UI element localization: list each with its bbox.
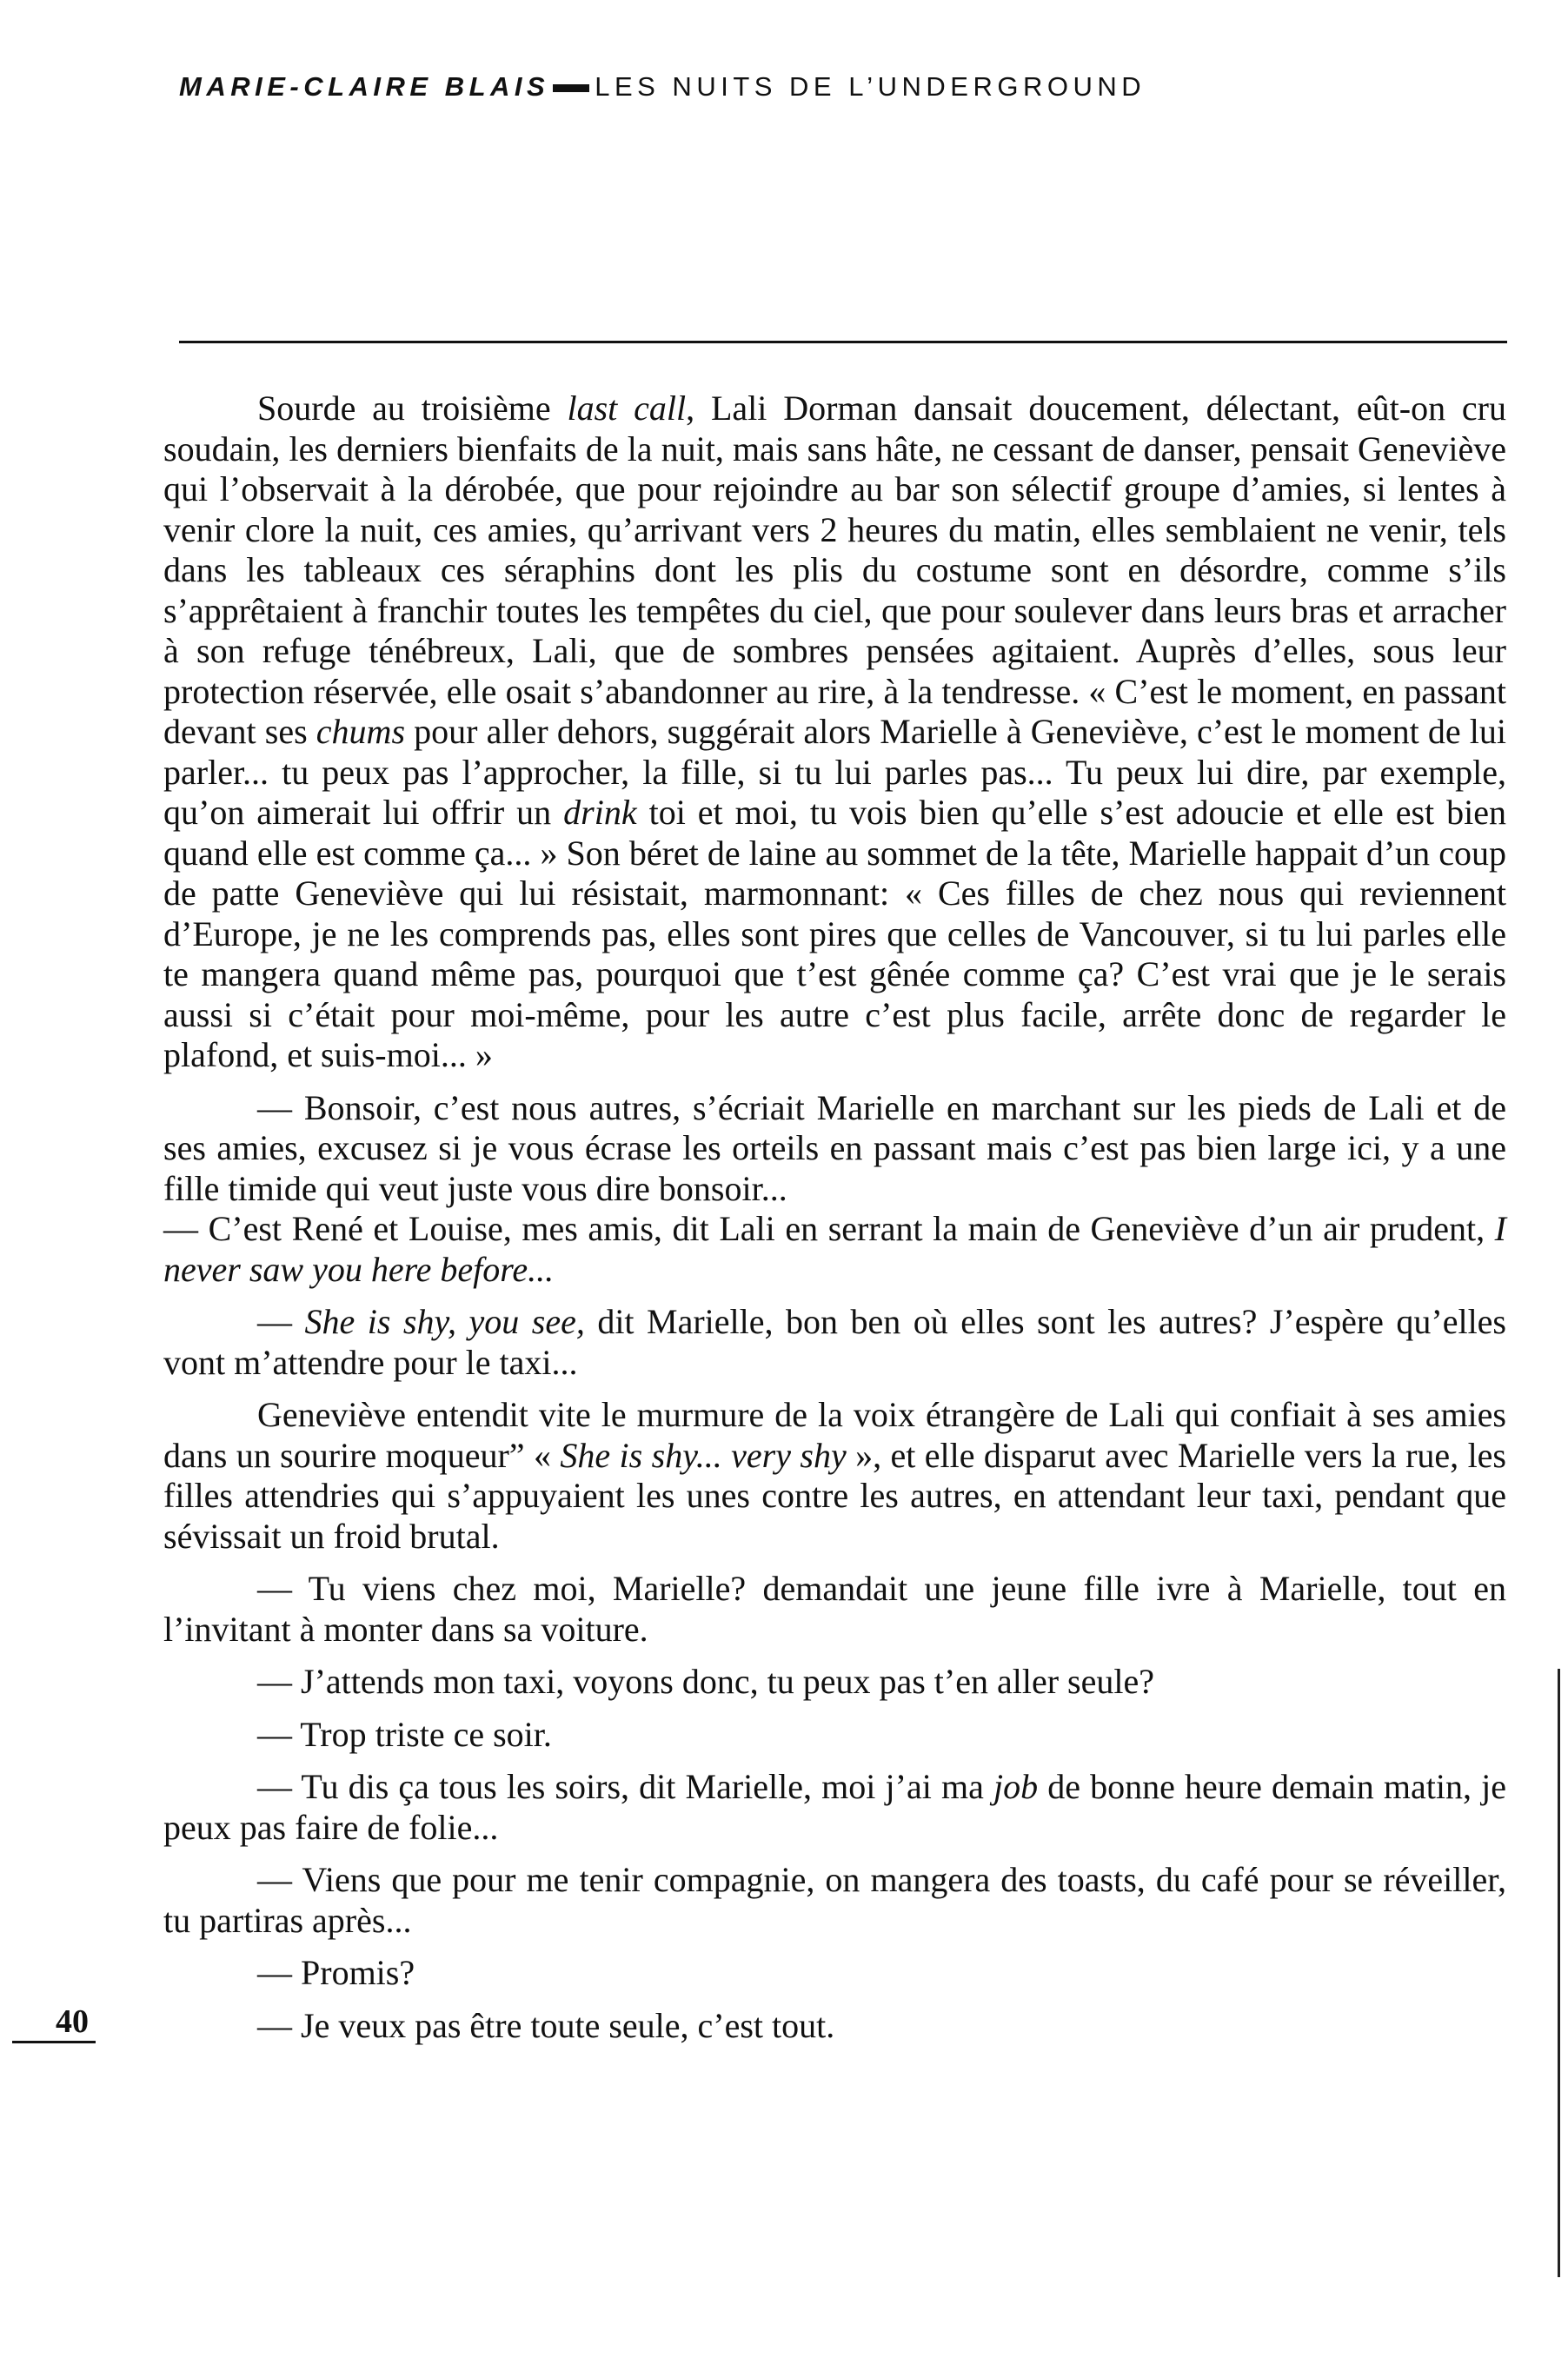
header-author: MARIE-CLAIRE BLAIS	[179, 71, 550, 102]
paragraph	[163, 1569, 1506, 1650]
page-number: 40	[56, 2003, 89, 2040]
text-run: — C’est René et Louise, mes amis, dit Lali en serrant la main de Geneviève d’un air prudent,	[163, 1209, 1495, 1248]
running-header	[179, 71, 1146, 103]
text-run: , Lali Dorman dansait doucement, délectant, eût-on cru soudain, les derniers bienfaits de la nuit, mais sans hâte, ne cessant de danser, pensait Geneviève qui l’observait à la dérobée, que pour rejoindre au bar son sélectif groupe d’amies, si lentes à venir clore la nuit, ces amies, qu’arrivant vers 2 heures du matin, elles semblaient ne venir, tels dans les tableaux ces séraphins dont les plis du costume sont en désordre, comme s’ils s’apprêtaient à franchir toutes les tempêtes du ciel, que pour soulever dans leurs bras et arracher à son refuge ténébreux, Lali, que de sombres pensées agitaient. Auprès d’elles, sous leur protection réservée, elle osait s’abandonner au rire, à la tendresse. « C’est le moment, en passant devant ses	[163, 389, 1506, 751]
text-run: — Tu viens chez moi, Marielle? demandait une jeune fille ivre à Marielle, tout en l’invitant à monter dans sa voiture.	[163, 1569, 1506, 1649]
text-run: — Viens que pour me tenir compagnie, on mangera des toasts, du café pour se réveiller, tu partiras après...	[163, 1860, 1506, 1940]
italic-text: job	[993, 1767, 1039, 1806]
italic-text: chums	[316, 712, 406, 751]
text-run: — Tu dis ça tous les soirs, dit Marielle, moi j’ai ma	[257, 1767, 993, 1806]
text-run: — J’attends mon taxi, voyons donc, tu peux pas t’en aller seule?	[257, 1662, 1154, 1701]
page-edge-line	[1558, 1669, 1560, 2277]
paragraph	[163, 1395, 1506, 1557]
text-run: — Trop triste ce soir.	[257, 1714, 552, 1754]
text-run: pour aller dehors, suggérait alors Marielle à Geneviève, c’est le moment de lui parler... tu peux pas l’approcher, la fille, si tu lui parles pas... Tu peux lui dire, par exemple, qu’on aimerait lui offrir un	[163, 712, 1506, 832]
text-run: », et elle disparut avec Marielle vers la rue, les filles attendries qui s’appuyaient les unes contre les autres, en attendant leur taxi, pendant que sévissait un froid brutal.	[163, 1435, 1506, 1556]
text-run: Sourde au troisième	[257, 389, 568, 428]
paragraph	[163, 1860, 1506, 1941]
header-title: LES NUITS DE L’UNDERGROUND	[595, 71, 1146, 102]
text-run: dit Marielle, bon ben où elles sont les autres? J’espère qu’elles vont m’attendre pour le taxi...	[163, 1302, 1506, 1382]
paragraph	[163, 1953, 1506, 1994]
text-run: toi et moi, tu vois bien qu’elle s’est adoucie et elle est bien quand elle est comme ça... » Son béret de laine au sommet de la tête, Marielle happait d’un coup de patte Geneviève qui lui résistait, marmonnant: « Ces filles de chez nous qui reviennent d’Europe, je ne les comprends pas, elles sont pires que celles de Vancouver, si tu lui parles elle te mangera quand même pas, pourquoi que t’est gênée comme ça? C’est vrai que je le serais aussi si c’était pour moi-même, pour les autre c’est plus facile, arrête donc de regarder le plafond, et suis-moi... »	[163, 793, 1506, 1074]
header-rule	[179, 341, 1507, 343]
paragraph	[163, 1209, 1506, 1290]
paragraph	[163, 1715, 1506, 1756]
text-run: —	[257, 1302, 305, 1341]
page-number-rule	[12, 2041, 96, 2043]
italic-text: last call	[567, 389, 687, 428]
text-run: — Bonsoir, c’est nous autres, s’écriait Marielle en marchant sur les pieds de Lali et de ses amies, excusez si je vous écrase les orteils en passant mais c’est pas bien large ici, y a une fille timide qui veut juste vous dire bonsoir...	[163, 1087, 1506, 1208]
body-text	[163, 389, 1506, 2058]
italic-text: I never saw you here before...	[163, 1209, 1506, 1289]
text-run: — Je veux pas être toute seule, c’est tout.	[257, 2005, 835, 2045]
paragraph	[163, 1662, 1506, 1703]
italic-text: drink	[563, 793, 637, 832]
paragraph	[163, 1302, 1506, 1383]
text-run: Geneviève entendit vite le murmure de la voix étrangère de Lali qui confiait à ses amies dans un sourire moqueur” «	[163, 1395, 1506, 1475]
italic-text: She is shy... very shy	[560, 1435, 847, 1475]
paragraph	[163, 389, 1506, 1076]
paragraph	[163, 2006, 1506, 2047]
paragraph	[163, 1767, 1506, 1848]
text-run: — Promis?	[257, 1953, 415, 1992]
paragraph	[163, 1088, 1506, 1210]
italic-text: She is shy, you see,	[304, 1302, 585, 1341]
text-run: de bonne heure demain matin, je peux pas faire de folie...	[163, 1767, 1507, 1847]
header-separator	[553, 84, 589, 92]
